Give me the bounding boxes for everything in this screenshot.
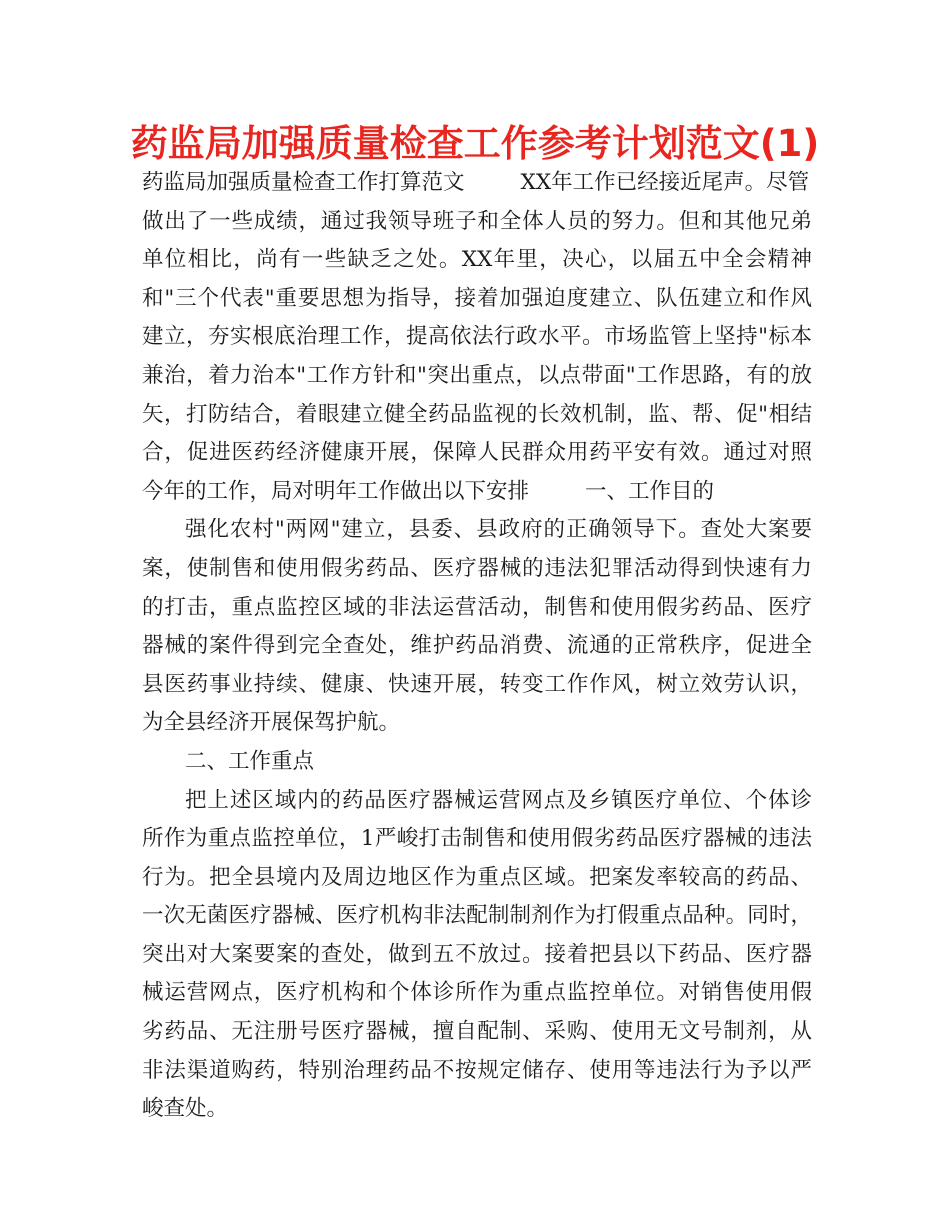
text-line: 和"三个代表"重要思想为指导，接着加强迫度建立、队伍建立和作风 bbox=[142, 285, 812, 311]
text-line: 为全县经济开展保驾护航。 bbox=[142, 710, 401, 736]
text-line: 劣药品、无注册号医疗器械，擅自配制、采购、使用无文号制剂，从 bbox=[142, 1019, 812, 1045]
text-segment: 药监局加强质量检查工作打算范文 bbox=[142, 170, 465, 195]
text-line: 器械的案件得到完全查处，维护药品消费、流通的正常秩序，促进全 bbox=[142, 633, 812, 659]
text-line bbox=[142, 164, 812, 203]
text-line: 单位相比，尚有一些缺乏之处。XX年里，决心，以届五中全会精神 bbox=[142, 247, 812, 273]
text-line: 行为。把全县境内及周边地区作为重点区域。把案发率较高的药品、 bbox=[142, 864, 812, 890]
text-line: 强化农村"两网"建立，县委、县政府的正确领导下。查处大案要 bbox=[185, 517, 812, 543]
text-segment: 今年的工作，局对明年工作做出以下安排 bbox=[142, 478, 530, 504]
text-line: 把上述区域内的药品医疗器械运营网点及乡镇医疗单位、个体诊 bbox=[185, 787, 812, 813]
document-body bbox=[142, 164, 812, 1129]
text-line: 矢，打防结合，着眼建立健全药品监视的长效机制，监、帮、促"相结 bbox=[142, 401, 812, 427]
text-line: 合，促进医药经济健康开展，保障人民群众用药平安有效。通过对照 bbox=[142, 440, 812, 466]
text-line: 案，使制售和使用假劣药品、医疗器械的违法犯罪活动得到快速有力 bbox=[142, 555, 812, 581]
text-line: 的打击，重点监控区域的非法运营活动，制售和使用假劣药品、医疗 bbox=[142, 594, 812, 620]
text-line: 建立，夯实根底治理工作，提高依法行政水平。市场监管上坚持"标本 bbox=[142, 324, 812, 350]
text-line: 所作为重点监控单位，1严峻打击制售和使用假劣药品医疗器械的违法 bbox=[142, 826, 812, 852]
text-line: 做出了一些成绩，通过我领导班子和全体人员的努力。但和其他兄弟 bbox=[142, 208, 812, 234]
text-line: 峻查处。 bbox=[142, 1096, 229, 1122]
text-line: 械运营网点，医疗机构和个体诊所作为重点监控单位。对销售使用假 bbox=[142, 980, 812, 1006]
text-segment: XX年工作已经接近尾声。尽管 bbox=[520, 170, 810, 195]
text-line bbox=[142, 473, 812, 512]
text-line: 兼治，着力治本"工作方针和"突出重点，以点带面"工作思路，有的放 bbox=[142, 362, 812, 388]
text-line: 非法渠道购药，特别治理药品不按规定储存、使用等违法行为予以严 bbox=[142, 1057, 812, 1083]
text-line: 一次无菌医疗器械、医疗机构非法配制制剂作为打假重点品种。同时， bbox=[142, 903, 812, 929]
document-title: 药监局加强质量检查工作参考计划范文(1) bbox=[130, 122, 820, 165]
section-heading: 二、工作重点 bbox=[185, 748, 315, 774]
text-line: 突出对大案要案的查处，做到五不放过。接着把县以下药品、医疗器 bbox=[142, 941, 812, 967]
section-heading: 一、工作目的 bbox=[585, 478, 715, 504]
text-line: 县医药事业持续、健康、快速开展，转变工作作风，树立效劳认识， bbox=[142, 671, 812, 697]
